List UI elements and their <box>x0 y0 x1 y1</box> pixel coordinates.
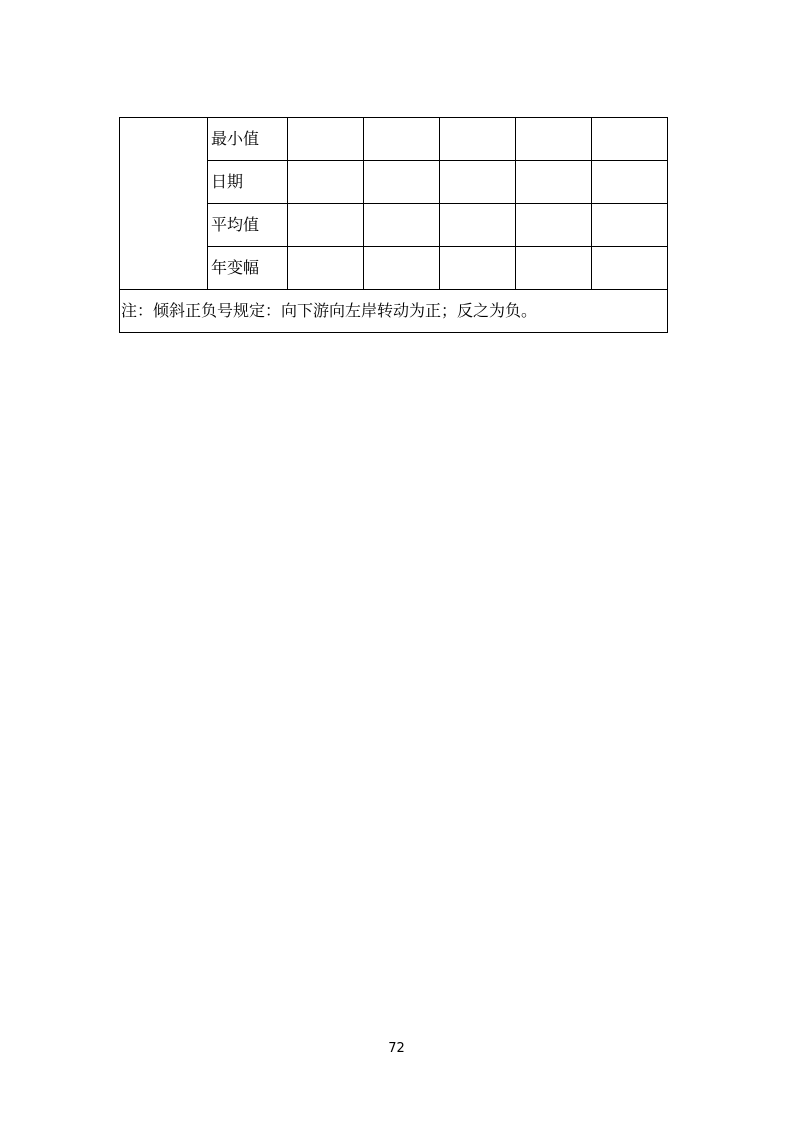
table-note: 注：倾斜正负号规定：向下游向左岸转动为正；反之为负。 <box>120 290 668 333</box>
table-cell <box>592 118 668 161</box>
table-cell <box>440 247 516 290</box>
table-row <box>120 118 668 161</box>
table-cell <box>516 204 592 247</box>
row-label-min: 最小值 <box>208 118 288 161</box>
table-cell <box>288 161 364 204</box>
table-note-row <box>120 290 668 333</box>
table-cell <box>592 204 668 247</box>
table-cell <box>288 247 364 290</box>
table-cell <box>440 204 516 247</box>
row-label-date: 日期 <box>208 161 288 204</box>
table-cell <box>516 118 592 161</box>
table-cell <box>440 118 516 161</box>
table-cell <box>592 247 668 290</box>
table-cell <box>288 204 364 247</box>
statistics-table <box>119 117 668 333</box>
table-cell <box>364 204 440 247</box>
table-cell <box>364 247 440 290</box>
table-cell <box>364 161 440 204</box>
table-cell <box>440 161 516 204</box>
table-cell <box>516 161 592 204</box>
table-cell <box>592 161 668 204</box>
row-label-average: 平均值 <box>208 204 288 247</box>
table-cell <box>288 118 364 161</box>
group-cell <box>120 118 208 290</box>
table-cell <box>516 247 592 290</box>
row-label-annual-range: 年变幅 <box>208 247 288 290</box>
table-cell <box>364 118 440 161</box>
page-number: 72 <box>388 1041 405 1056</box>
